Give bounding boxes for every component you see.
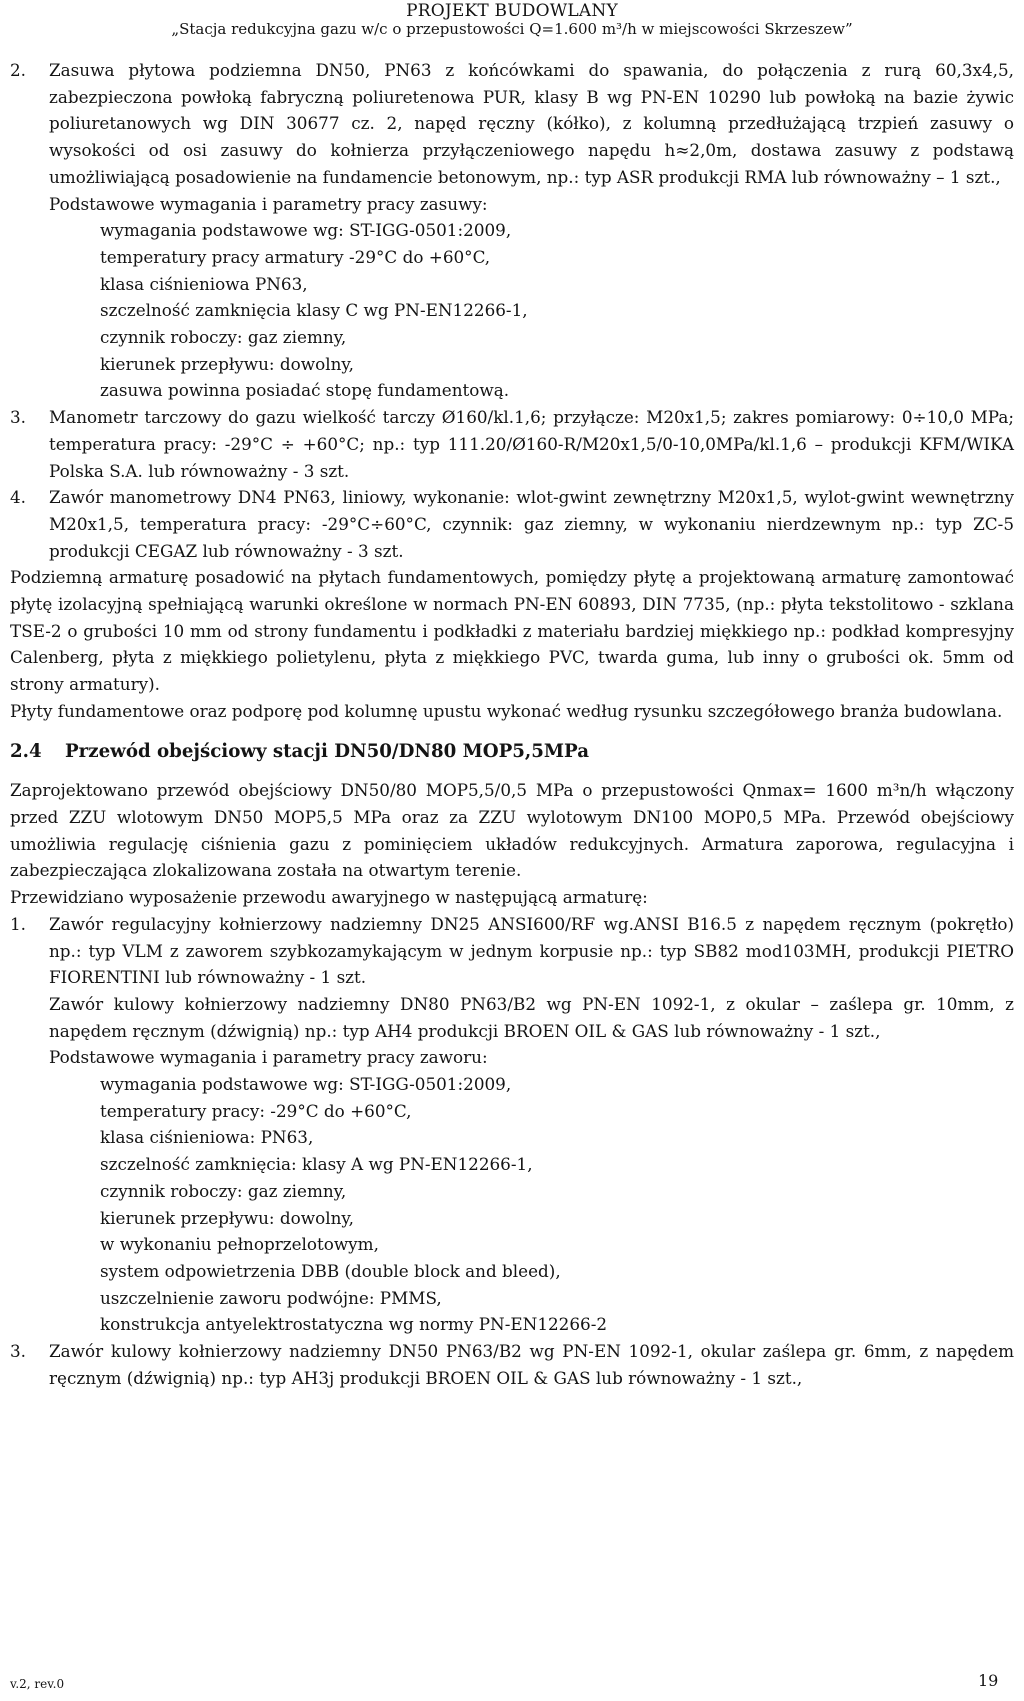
section-heading [10, 739, 1014, 766]
item-number: 1. [10, 913, 27, 934]
params-intro: Podstawowe wymagania i parametry pracy zasuwy: [49, 193, 488, 214]
item-text: Zasuwa płytowa podziemna DN50, PN63 z końcówkami do spawania, do połączenia z rurą 60,3x4,5, zabezpieczona powłoką fabryczną poliuretenowa PUR, klasy B wg PN-EN 10290 lub powłoką na bazie żywic poliuretanowych wg DIN 30677 cz. 2, napęd ręczny (kółko), z kolumną przedłużającą trzpień zasuwy o wysokości od osi zasuwy do kołnierza przyłączeniowego napędu h≈2,0m, dostawa zasuwy z podstawą umożliwiającą posadowienie na fundamencie betonowym, np.: typ ASR produkcji RMA lub równoważny – 1 szt., [49, 60, 1014, 187]
params-list [100, 1071, 1014, 1338]
list-item [10, 57, 1014, 191]
section-title: Przewód obejściowy stacji DN50/DN80 MOP5,5MPa [65, 740, 590, 762]
paragraph: Płyty fundamentowe oraz podporę pod kolumnę upustu wykonać według rysunku szczegółowego branża budowlana. [10, 700, 1003, 721]
param-line: czynnik roboczy: gaz ziemny, [100, 1180, 347, 1201]
project-subtitle: „Stacja redukcyjna gazu w/c o przepustowości Q=1.600 m³/h w miejscowości Skrzeszew” [171, 20, 853, 39]
param-line: temperatury pracy armatury -29°C do +60°C, [100, 246, 491, 267]
page-number: 19 [978, 1671, 999, 1690]
param-line: zasuwa powinna posiadać stopę fundamentową. [100, 380, 510, 401]
item-text: Zawór kulowy kołnierzowy nadziemny DN50 PN63/B2 wg PN-EN 1092-1, okular zaślepa gr. 6mm, z napędem ręcznym (dźwignią) np.: typ AH3j produkcji BROEN OIL & GAS lub równoważny - 1 szt., [49, 1341, 1014, 1388]
list-item [10, 911, 1014, 991]
list-item [10, 484, 1014, 564]
project-title: PROJEKT BUDOWLANY [406, 1, 618, 21]
list-item [10, 1338, 1014, 1391]
params-list [100, 217, 1014, 404]
footer-version: v.2, rev.0 [10, 1677, 65, 1691]
item-text: Zawór manometrowy DN4 PN63, liniowy, wykonanie: wlot-gwint zewnętrzny M20x1,5, wylot-gwint wewnętrzny M20x1,5, temperatura pracy: -29°C÷60°C, czynnik: gaz ziemny, w wykonaniu nierdzewnym np.: typ ZC-5 produkcji CEGAZ lub równoważny - 3 szt. [49, 487, 1014, 561]
paragraph: Podziemną armaturę posadowić na płytach fundamentowych, pomiędzy płytę a projektowaną armaturę zamontować płytę izolacyjną spełniającą warunki określone w normach PN-EN 60893, DIN 7735, (np.: płyta tekstolitowo - szklana TSE-2 o grubości 10 mm od strony fundamentu i podkładki z materiału bardziej miękkiego np.: podkład kompresyjny Calenberg, płyta z miękkiego polietylenu, płyta z miękkiego PVC, twarda guma, lub inny o grubości ok. 5mm od strony armatury). [10, 567, 1014, 695]
param-line: w wykonaniu pełnoprzelotowym, [100, 1234, 379, 1255]
paragraph: Przewidziano wyposażenie przewodu awaryjnego w następującą armaturę: [10, 887, 648, 908]
param-line: wymagania podstawowe wg: ST-IGG-0501:2009, [100, 220, 512, 241]
param-line: konstrukcja antyelektrostatyczna wg normy PN-EN12266-2 [100, 1314, 608, 1335]
paragraph: Zaprojektowano przewód obejściowy DN50/80 MOP5,5/0,5 MPa o przepustowości Qnmax= 1600 m³n/h włączony przed ZZU wlotowym DN50 MOP5,5 MPa oraz za ZZU wylotowym DN100 MOP0,5 MPa. Przewód obejściowy umożliwia regulację ciśnienia gazu z pominięciem układów redukcyjnych. Armatura zaporowa, regulacyjna i zabezpieczająca zlokalizowana została na otwartym terenie. [10, 780, 1014, 881]
param-line: klasa ciśnieniowa: PN63, [100, 1127, 314, 1148]
param-line: czynnik roboczy: gaz ziemny, [100, 327, 347, 348]
param-line: kierunek przepływu: dowolny, [100, 353, 354, 374]
item-text: Zawór regulacyjny kołnierzowy nadziemny DN25 ANSI600/RF wg.ANSI B16.5 z napędem ręcznym (pokrętło) np.: typ VLM z zaworem szybkozamykającym w jednym korpusie np.: typ SB82 mod103MH, produkcji PIETRO FIORENTINI lub równoważny - 1 szt. [49, 913, 1014, 988]
param-line: system odpowietrzenia DBB (double block and bleed), [100, 1260, 561, 1281]
param-line: temperatury pracy: -29°C do +60°C, [100, 1100, 412, 1121]
section-number: 2.4 [10, 740, 42, 762]
page-header [0, 2, 1024, 38]
item-number: 2. [10, 60, 27, 80]
param-line: szczelność zamknięcia: klasy A wg PN-EN12266-1, [100, 1154, 533, 1175]
param-line: klasa ciśnieniowa PN63, [100, 273, 308, 294]
item-text: Manometr tarczowy do gazu wielkość tarczy Ø160/kl.1,6; przyłącze: M20x1,5; zakres pomiarowy: 0÷10,0 MPa; temperatura pracy: -29°C ÷ +60°C; np.: typ 111.20/Ø160-R/M20x1,5/0-10,0MPa/kl.1,6 – produkcji KFM/WIKA Polska S.A. lub równoważny - 3 szt. [49, 407, 1014, 481]
param-line: wymagania podstawowe wg: ST-IGG-0501:2009, [100, 1074, 512, 1095]
document-body [10, 57, 1014, 1391]
item-number: 4. [10, 487, 27, 508]
item-number: 3. [10, 1341, 27, 1362]
params-intro: Podstawowe wymagania i parametry pracy zaworu: [49, 1047, 488, 1068]
list-item [10, 404, 1014, 484]
item-number: 3. [10, 407, 27, 428]
param-line: uszczelnienie zaworu podwójne: PMMS, [100, 1287, 442, 1308]
param-line: kierunek przepływu: dowolny, [100, 1207, 354, 1228]
item-continuation: Zawór kulowy kołnierzowy nadziemny DN80 PN63/B2 wg PN-EN 1092-1, z okular – zaślepa gr. 10mm, z napędem ręcznym (dźwignią) np.: typ AH4 produkcji BROEN OIL & GAS lub równoważny - 1 szt., [49, 993, 1014, 1041]
param-line: szczelność zamknięcia klasy C wg PN-EN12266-1, [100, 300, 528, 321]
